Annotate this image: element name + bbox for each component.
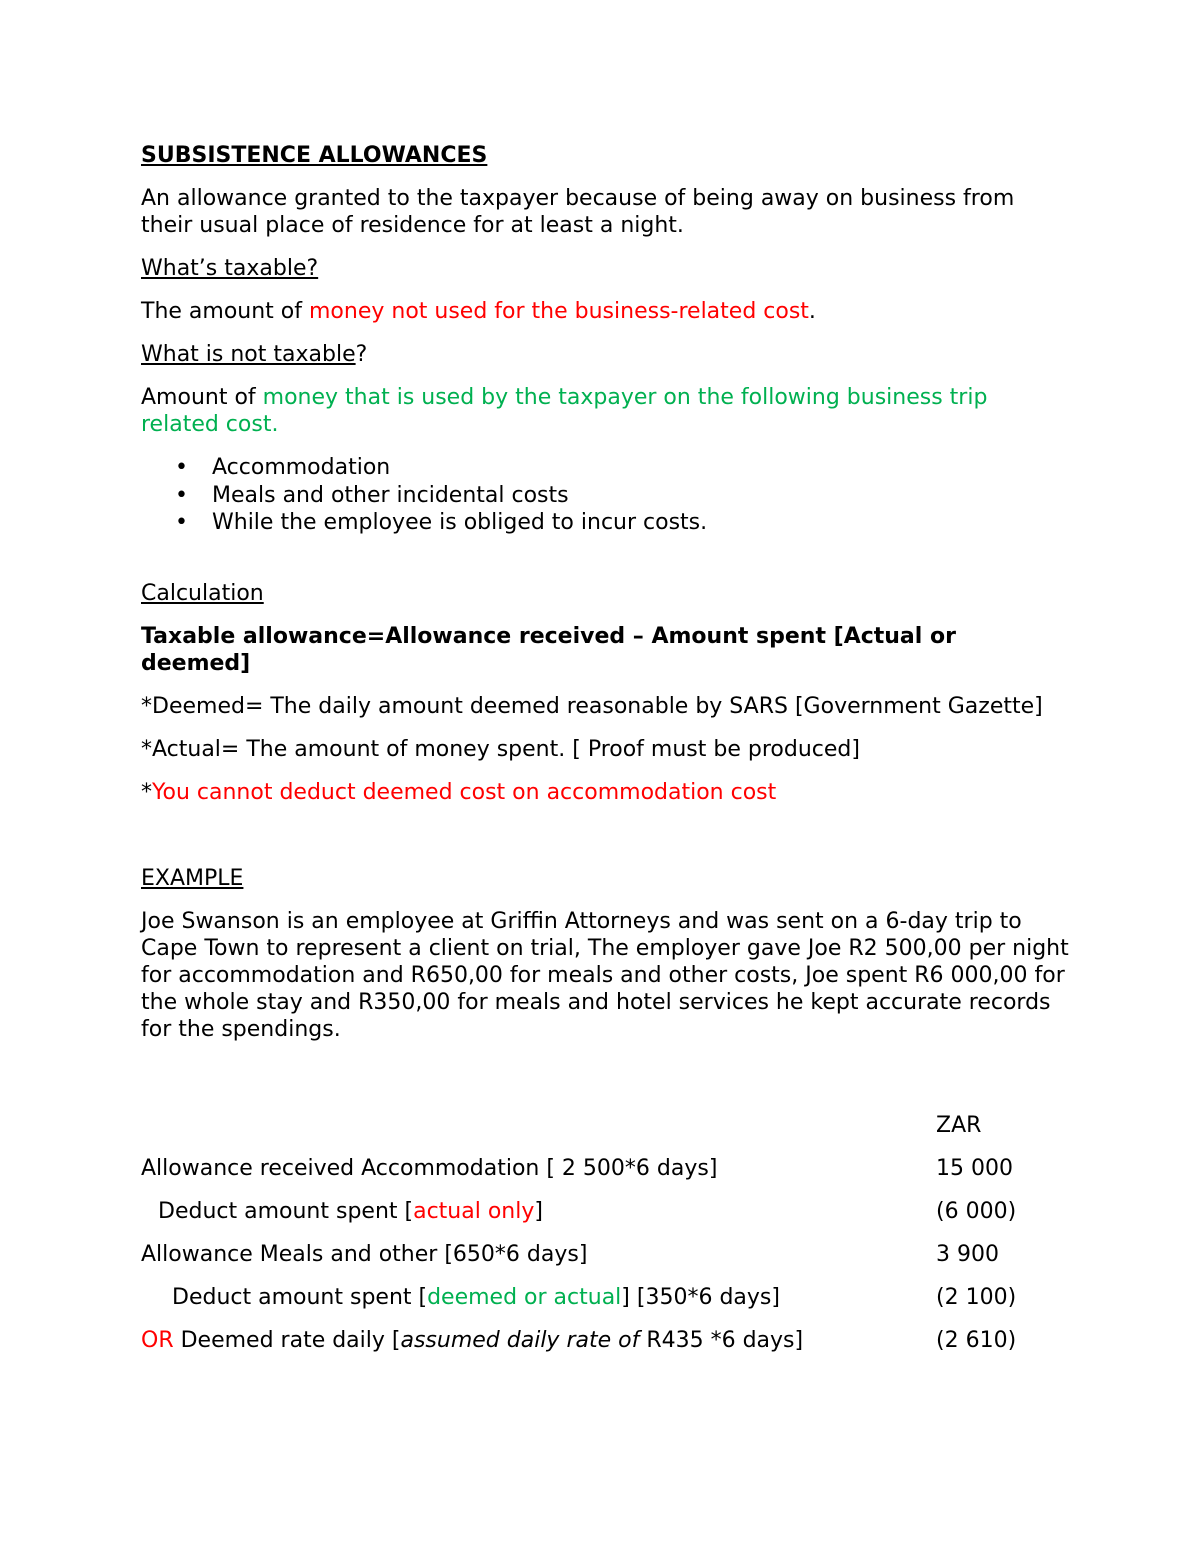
bullet-text: While the employee is obliged to incur costs. (212, 510, 708, 535)
bullet-icon: • (175, 455, 188, 480)
row-amount: (2 610) (936, 1327, 1017, 1353)
row-label: Allowance Meals and other [650*6 days] (141, 1241, 588, 1267)
not-taxable-heading: What is not taxable (141, 342, 356, 367)
currency-header: ZAR (936, 1112, 982, 1138)
table-row (141, 1285, 1071, 1312)
document-page (141, 142, 1071, 1355)
row-label-prefix: Deduct amount spent [ (172, 1284, 428, 1310)
calculation-formula: Taxable allowance=Allowance received – Amount spent [Actual or deemed] (141, 623, 956, 676)
row-amount: 3 900 (936, 1241, 999, 1267)
example-text: Joe Swanson is an employee at Griffin Attorneys and was sent on a 6-day trip to Cape Town to represent a client on trial, The employer gave Joe R2 500,00 per night for accommodation and R650,00 for meals and other costs, Joe spent R6 000,00 for the whole stay and R350,00 for meals and hotel services he kept accurate records for the spendings. (141, 908, 1069, 1042)
actual-definition (141, 736, 1071, 763)
bullet-icon: • (175, 510, 188, 535)
cost-bullet-list (141, 454, 1071, 537)
deemed-text: The daily amount deemed reasonable by SARS [Government Gazette] (263, 693, 1043, 719)
row-label-suffix: ] (534, 1198, 543, 1224)
bullet-text: Accommodation (212, 455, 391, 480)
definition-text: An allowance granted to the taxpayer because of being away on business from their usual place of residence for at least a night. (141, 186, 1015, 238)
accommodation-note (141, 779, 1071, 806)
table-row (141, 1242, 1071, 1269)
row-label: Allowance received Accommodation [ 2 500*6 days] (141, 1155, 718, 1181)
row-label-suffix: R435 *6 days] (639, 1327, 804, 1353)
taxable-text (141, 298, 1071, 325)
bullet-icon: • (175, 482, 188, 508)
row-label-or: OR (141, 1327, 174, 1353)
calculation-heading: Calculation (141, 580, 264, 606)
row-label-italic: assumed daily rate of (400, 1327, 640, 1353)
actual-label: *Actual= (141, 736, 240, 762)
row-label (141, 1285, 780, 1310)
row-label-prefix: Deemed rate daily [ (173, 1327, 401, 1353)
deemed-definition (141, 693, 1071, 720)
row-label (141, 1199, 543, 1224)
not-taxable-heading-line (141, 341, 1071, 368)
not-taxable-highlight: money that is used by the taxpayer on the following business trip related cost. (141, 385, 988, 437)
list-item (141, 454, 1071, 482)
table-row (141, 1328, 1071, 1355)
actual-text: The amount of money spent. [ Proof must be produced] (239, 736, 860, 762)
example-heading: EXAMPLE (141, 865, 244, 891)
table-header-row (141, 1113, 1071, 1140)
document-title: SUBSISTENCE ALLOWANCES (141, 143, 488, 168)
row-label (141, 1328, 803, 1353)
row-amount: 15 000 (936, 1155, 1013, 1181)
taxable-heading: What’s taxable? (141, 256, 319, 281)
deemed-label: *Deemed= (141, 693, 264, 719)
row-label-prefix: Deduct amount spent [ (158, 1198, 414, 1224)
not-taxable-heading-suffix: ? (355, 342, 368, 367)
taxable-suffix: . (808, 299, 816, 324)
row-label-suffix: ] [350*6 days] (621, 1284, 780, 1310)
allowance-table (141, 1113, 1071, 1355)
row-label-highlight: actual only (413, 1198, 535, 1224)
list-item (141, 509, 1071, 537)
list-item (141, 482, 1071, 510)
note-star: * (141, 779, 152, 805)
note-text: You cannot deduct deemed cost on accommodation cost (152, 779, 777, 805)
table-row (141, 1199, 1071, 1226)
row-label-highlight: deemed or actual (427, 1284, 622, 1310)
not-taxable-prefix: Amount of (141, 385, 263, 410)
row-amount: (6 000) (936, 1198, 1017, 1224)
not-taxable-text (141, 384, 1071, 438)
table-row (141, 1156, 1071, 1183)
row-amount: (2 100) (936, 1284, 1017, 1310)
taxable-prefix: The amount of (141, 299, 309, 324)
bullet-text: Meals and other incidental costs (212, 482, 569, 508)
taxable-highlight: money not used for the business-related cost (309, 299, 809, 324)
